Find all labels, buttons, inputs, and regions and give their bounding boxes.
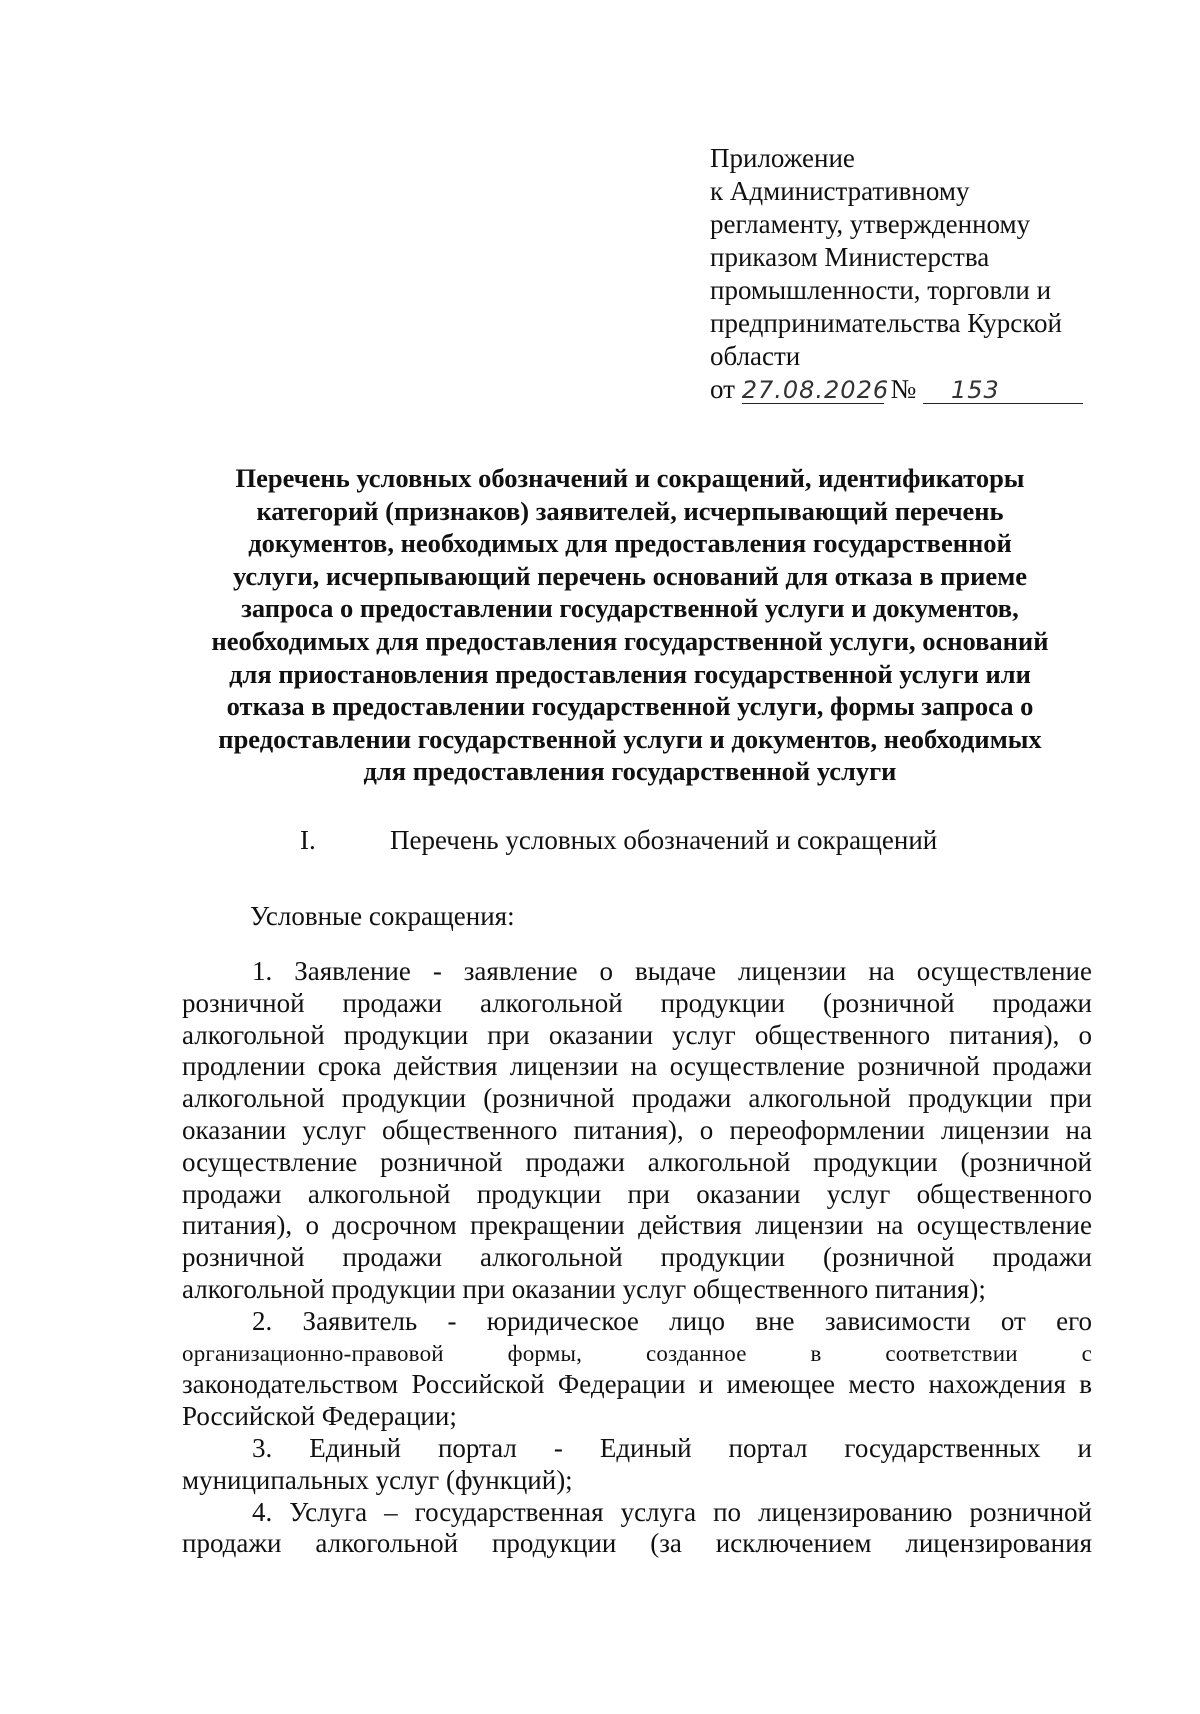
title-line: Перечень условных обозначений и сокращений, идентификаторы bbox=[235, 463, 1025, 493]
body-line: муниципальных услуг (функций); bbox=[182, 1464, 573, 1495]
title-line: необходимых для предоставления государственной услуги, оснований bbox=[211, 625, 1049, 656]
title-line: запроса о предоставлении государственной услуги и документов, bbox=[241, 593, 1019, 624]
body-line: продажи алкогольной продукции при оказании услуг общественного bbox=[182, 1178, 1092, 1209]
appendix-line: к Административному bbox=[710, 176, 970, 206]
title-line: документов, необходимых для предоставления государственной bbox=[248, 528, 1012, 559]
body-line: осуществление розничной продажи алкогольной продукции (розничной bbox=[182, 1146, 1092, 1177]
body-line: алкогольной продукции при оказании услуг общественного питания), о bbox=[182, 1019, 1092, 1050]
section-title: Перечень условных обозначений и сокращений bbox=[390, 825, 938, 855]
title-line: для приостановления предоставления государственной услуги или bbox=[229, 658, 1031, 689]
title-line: предоставлении государственной услуги и документов, необходимых bbox=[218, 723, 1042, 754]
section-number: I. bbox=[300, 825, 316, 855]
order-date-handwritten: 27.08.2026 bbox=[741, 376, 890, 404]
body-text bbox=[182, 956, 1092, 1560]
number-prefix: № bbox=[890, 374, 917, 404]
appendix-block bbox=[710, 142, 1130, 406]
appendix-line: предпринимательства Курской bbox=[710, 308, 1062, 338]
title-line: услуги, исчерпывающий перечень оснований для отказа в приеме bbox=[232, 560, 1028, 591]
subheading: Условные сокращения: bbox=[250, 901, 515, 931]
appendix-line: приказом Министерства bbox=[710, 242, 990, 272]
title-line: для предоставления государственной услуги bbox=[363, 756, 897, 787]
body-line: Российской Федерации; bbox=[182, 1401, 457, 1432]
title-line: отказа в предоставлении государственной услуги, формы запроса о bbox=[226, 691, 1034, 722]
appendix-line: промышленности, торговли и bbox=[710, 275, 1052, 305]
order-date-line bbox=[710, 373, 1130, 406]
body-line: продажи алкогольной продукции (за исключением лицензирования bbox=[182, 1528, 1092, 1559]
body-line: 1. Заявление - заявление о выдаче лицензии на осуществление bbox=[252, 956, 1092, 986]
appendix-line: регламенту, утвержденному bbox=[710, 209, 1031, 239]
section-heading bbox=[300, 824, 1100, 857]
body-line: организационно-правовой формы, созданное в соответствии с bbox=[182, 1340, 1092, 1366]
appendix-line: Приложение bbox=[710, 143, 855, 173]
body-line: 3. Единый портал - Единый портал государственных и bbox=[252, 1432, 1092, 1463]
body-line: розничной продажи алкогольной продукции (розничной продажи bbox=[182, 987, 1092, 1018]
body-line: питания), о досрочном прекращении действия лицензии на осуществление bbox=[182, 1210, 1092, 1241]
document-title bbox=[170, 462, 1090, 788]
body-line: продлении срока действия лицензии на осуществление розничной продажи bbox=[182, 1051, 1092, 1082]
order-number-handwritten: 153 bbox=[923, 377, 1083, 404]
appendix-line: области bbox=[710, 341, 801, 371]
body-line: оказании услуг общественного питания), о переоформлении лицензии на bbox=[182, 1114, 1092, 1145]
title-line: категорий (признаков) заявителей, исчерпывающий перечень bbox=[256, 495, 1004, 526]
date-prefix: от bbox=[710, 374, 735, 404]
body-line: алкогольной продукции при оказании услуг общественного питания); bbox=[182, 1273, 986, 1304]
body-line: алкогольной продукции (розничной продажи алкогольной продукции при bbox=[182, 1083, 1092, 1114]
body-line: 4. Услуга – государственная услуга по лицензированию розничной bbox=[252, 1496, 1092, 1527]
body-line: розничной продажи алкогольной продукции (розничной продажи bbox=[182, 1242, 1092, 1273]
body-line: законодательством Российской Федерации и имеющее место нахождения в bbox=[182, 1369, 1092, 1400]
body-line: 2. Заявитель - юридическое лицо вне зависимости от его bbox=[252, 1305, 1092, 1336]
